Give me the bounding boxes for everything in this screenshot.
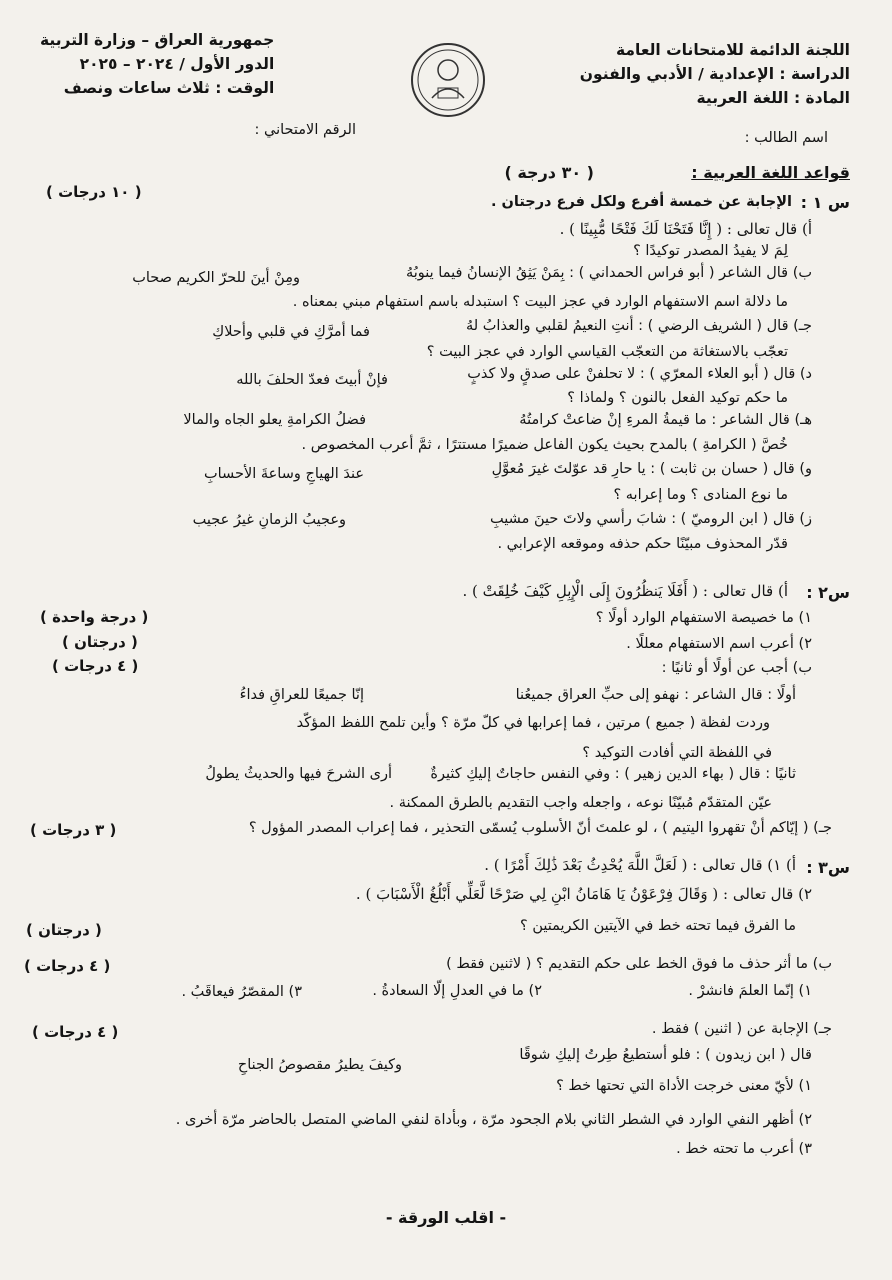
q3-line: ٣) المقصّرُ فيعاقَبُ . [181,984,302,1000]
section-title: قواعد اللغة العربية : [691,163,850,182]
q3-number: س٣ : [806,858,850,877]
q1-number: س ١ : [800,193,850,212]
q1-line: ومِنْ أينَ للحرّ الكريم صحاب [132,270,300,286]
q1-line: ب) قال الشاعر ( أبو فراس الحمداني ) : بِمَنْ يَثِقُ الإنسانُ فيما ينوبُهُ [405,265,812,281]
turn-page-note: - اقلب الورقة - [385,1208,507,1227]
q1-line: فما أمرَّكِ في قلبي وأحلاكِ [212,324,370,340]
q1-line: تعجّب بالاستغاثة من التعجّب القياسي الوارد في عجز البيت ؟ [426,344,788,360]
q3-line: أ) ١) قال تعالى : ( لَعَلَّ اللَّهَ يُحْدِثُ بَعْدَ ذَٰلِكَ أَمْرًا ) . [484,856,796,874]
q2-line: ١) ما خصيصة الاستفهام الوارد أولًا ؟ [595,610,812,626]
q2-line: أرى الشرحَ فيها والحديثُ يطولُ [205,766,392,782]
q2-line: جـ) ( إيّاكم أنْ تقهروا اليتيم ) ، لو علمتَ أنّ الأسلوب يُسمّى التحذير ، فما إعراب المصدر المؤول ؟ [248,820,832,836]
ministry-name: جمهورية العراق – وزارة التربية [40,31,275,49]
committee-name: اللجنة الدائمة للامتحانات العامة [616,41,850,59]
q2-line: أولًا : قال الشاعر : نهفو إلى حبِّ العراق جميعُنا [515,687,796,703]
q2-marks-a1: ( درجة واحدة ) [40,608,149,626]
q3-line: جـ) الإجابة عن ( اثنين ) فقط . [651,1021,832,1037]
q2-line: إنّا جميعًا للعراقِ فداءُ [239,687,364,703]
ministry-seal-icon [408,40,488,120]
q3-line: ١) إنّما العلمَ فانشرْ . [688,983,812,999]
q2-marks-b: ( ٤ درجات ) [52,657,139,675]
q1-line: لِمَ لا يفيدُ المصدر توكيدًا ؟ [633,243,788,259]
q3-line: ٢) ما في العدلِ إلّا السعادةُ . [372,983,542,999]
q1-line: أ) قال تعالى : ( إِنَّا فَتَحْنَا لَكَ فَتْحًا مُّبِينًا ) . [559,220,812,238]
subject: المادة : اللغة العربية [696,89,850,107]
q2-line: ب) أجب عن أولًا أو ثانيًا : [661,660,812,676]
q2-line: أ) قال تعالى : ( أَفَلَا يَنظُرُونَ إِلَى الْإِبِلِ كَيْفَ خُلِقَتْ ) . [462,582,788,600]
q2-line: عيّن المتقدّم مُبيّنًا نوعه ، واجعله واجب التقديم بالطرق الممكنة . [389,795,772,811]
exam-number-label: الرقم الامتحاني : [254,122,356,138]
q1-line: جـ) قال ( الشريف الرضي ) : أنتِ النعيمُ لقلبي والعذابُ لهُ [465,318,812,334]
q1-line: خُصَّ ( الكرامةِ ) بالمدح بحيث يكون الفاعل ضميرًا مستترًا ، ثمَّ أعرب المخصوص . [301,437,788,453]
q1-line: قدّر المحذوف مبيّنًا حكم حذفه وموقعه الإعرابي . [497,536,788,552]
student-name-label: اسم الطالب : [744,130,828,146]
q1-line: ما دلالة اسم الاستفهام الوارد في عجز البيت ؟ استبدله باسم استفهام مبني بمعناه . [292,294,788,310]
q3-line: ٣) أعرب ما تحته خط . [676,1141,812,1157]
q1-marks: ( ١٠ درجات ) [46,183,142,201]
q1-line: ما حكم توكيد الفعل بالنون ؟ ولماذا ؟ [567,390,788,406]
q3-line: ب) ما أثر حذف ما فوق الخط على حكم التقديم ؟ ( لاثنين فقط ) [446,956,832,972]
header-right [580,38,850,110]
q2-marks-a2: ( درجتان ) [62,633,138,651]
q1-line: هـ) قال الشاعر : ما قيمةُ المرءِ إنْ ضاعتْ كرامتُهُ [519,412,812,428]
q1-intro: الإجابة عن خمسة أفرع ولكل فرع درجتان . [490,194,792,210]
q3-line: ٢) قال تعالى : ( وَقَالَ فِرْعَوْنُ يَا هَامَانُ ابْنِ لِي صَرْحًا لَّعَلِّي أَبْلُغُ الْأَسْبَابَ ) . [355,885,812,903]
exam-duration: الوقت : ثلاث ساعات ونصف [63,79,275,97]
study-branch: الدراسة : الإعدادية / الأدبي والفنون [579,65,850,83]
q2-line: ٢) أعرب اسم الاستفهام معللًا . [626,636,812,652]
header-left [40,28,274,100]
q3-line: ما الفرق فيما تحته خط في الآيتين الكريمتين ؟ [520,918,796,934]
q2-line: وردت لفظة ( جميع ) مرتين ، فما إعرابها في كلّ مرّة ؟ وأين تلمح اللفظ المؤكّد [296,715,770,731]
q1-line: فإنْ أبيتَ فعدّ الحلفَ بالله [236,372,388,388]
q3-line: قال ( ابن زيدون ) : فلو أستطيعُ طِرتُ إليكِ شوقًا [519,1047,812,1063]
q2-line: في اللفظة التي أفادت التوكيد ؟ [582,745,772,761]
q3-line: ٢) أظهر النفي الوارد في الشطر الثاني بلام الجحود مرّة ، وبأداة لنفي الماضي المتصل بالحاضر مرّة أخرى . [175,1112,812,1128]
q3-marks-a: ( درجتان ) [26,921,102,939]
q1-line: وعجيبُ الزمانِ غيرُ عجيب [192,512,346,528]
q1-line: د) قال ( أبو العلاء المعرّي ) : لا تحلفنْ على صدقٍ ولا كذبٍ [467,366,812,382]
q3-line: وكيفَ يطيرُ مقصوصُ الجناحِ [237,1057,402,1073]
q1-line: و) قال ( حسان بن ثابت ) : يا حارِ قد عوّلتَ غيرَ مُعوَّلِ [491,461,812,477]
section-marks: ( ٣٠ درجة ) [504,163,594,182]
q3-marks-b: ( ٤ درجات ) [24,957,111,975]
q2-marks-c: ( ٣ درجات ) [30,821,117,839]
q1-line: عندَ الهياجِ وساعةَ الأحسابِ [203,466,364,482]
q1-line: فضلُ الكرامةِ يعلو الجاه والمالا [183,412,366,428]
q2-number: س٢ : [806,583,850,602]
exam-round: الدور الأول / ٢٠٢٤ – ٢٠٢٥ [79,55,275,73]
q3-marks-c: ( ٤ درجات ) [32,1023,119,1041]
q3-line: ١) لأيّ معنى خرجت الأداة التي تحتها خط ؟ [556,1078,812,1094]
q1-line: ما نوع المنادى ؟ وما إعرابه ؟ [613,487,788,503]
q2-line: ثانيًا : قال ( بهاء الدين زهير ) : وفي النفس حاجاتٌ إليكِ كثيرةٌ [430,766,796,782]
q1-line: ز) قال ( ابن الروميّ ) : شابَ رأسي ولاتَ حينَ مشيبِ [490,511,812,527]
